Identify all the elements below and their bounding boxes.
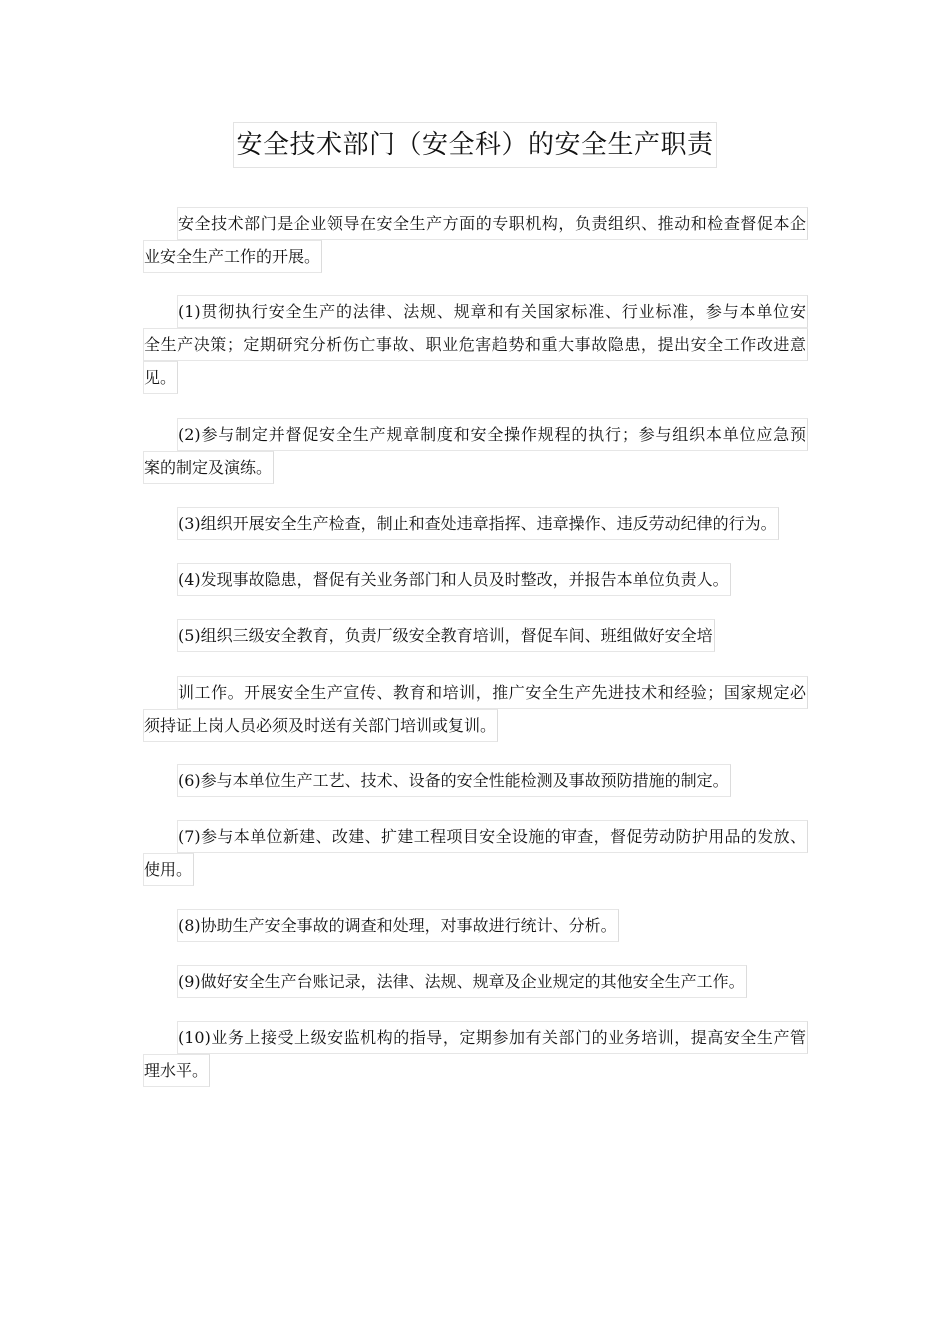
paragraph-intro (143, 207, 807, 273)
paragraph-line: 见。 (143, 361, 178, 394)
paragraph-line: (3)组织开展安全生产检查，制止和查处违章指挥、违章操作、违反劳动纪律的行为。 (177, 507, 779, 540)
paragraph-line: 全生产决策；定期研究分析伤亡事故、职业危害趋势和重大事故隐患，提出安全工作改进意 (143, 328, 808, 361)
paragraph-line: 训工作。开展安全生产宣传、教育和培训，推广安全生产先进技术和经验；国家规定必 (177, 676, 808, 709)
paragraph-line: (1)贯彻执行安全生产的法律、法规、规章和有关国家标准、行业标准，参与本单位安 (177, 295, 808, 328)
paragraph-line: 业安全生产工作的开展。 (143, 240, 322, 273)
paragraph-line: (7)参与本单位新建、改建、扩建工程项目安全设施的审查，督促劳动防护用品的发放、 (177, 820, 808, 853)
paragraph-line: 安全技术部门是企业领导在安全生产方面的专职机构，负责组织、推动和检查督促本企 (177, 207, 808, 240)
paragraph-item-4 (143, 563, 807, 596)
paragraph-line: 案的制定及演练。 (143, 451, 274, 484)
paragraph-item-2 (143, 418, 807, 484)
paragraph-line: 使用。 (143, 853, 194, 886)
paragraph-item-1 (143, 295, 807, 394)
paragraph-line: (9)做好安全生产台账记录，法律、法规、规章及企业规定的其他安全生产工作。 (177, 965, 747, 998)
paragraph-item-9 (143, 965, 807, 998)
paragraph-line: 理水平。 (143, 1054, 210, 1087)
document-title-text: 安全技术部门（安全科）的安全生产职责 (233, 122, 716, 168)
paragraph-line: (10)业务上接受上级安监机构的指导，定期参加有关部门的业务培训，提高安全生产管 (177, 1021, 808, 1054)
paragraph-line: (5)组织三级安全教育，负责厂级安全教育培训，督促车间、班组做好安全培 (177, 619, 715, 652)
paragraph-line: (2)参与制定并督促安全生产规章制度和安全操作规程的执行；参与组织本单位应急预 (177, 418, 808, 451)
paragraph-line: 须持证上岗人员必须及时送有关部门培训或复训。 (143, 709, 498, 742)
paragraph-item-5 (143, 619, 807, 652)
paragraph-item-5-continued (143, 676, 807, 742)
paragraph-line: (4)发现事故隐患，督促有关业务部门和人员及时整改，并报告本单位负责人。 (177, 563, 731, 596)
paragraph-item-8 (143, 909, 807, 942)
paragraph-line: (6)参与本单位生产工艺、技术、设备的安全性能检测及事故预防措施的制定。 (177, 764, 731, 797)
paragraph-item-6 (143, 764, 807, 797)
paragraph-item-10 (143, 1021, 807, 1087)
document-title (0, 122, 950, 168)
paragraph-item-7 (143, 820, 807, 886)
paragraph-line: (8)协助生产安全事故的调查和处理，对事故进行统计、分析。 (177, 909, 619, 942)
paragraph-item-3 (143, 507, 807, 540)
